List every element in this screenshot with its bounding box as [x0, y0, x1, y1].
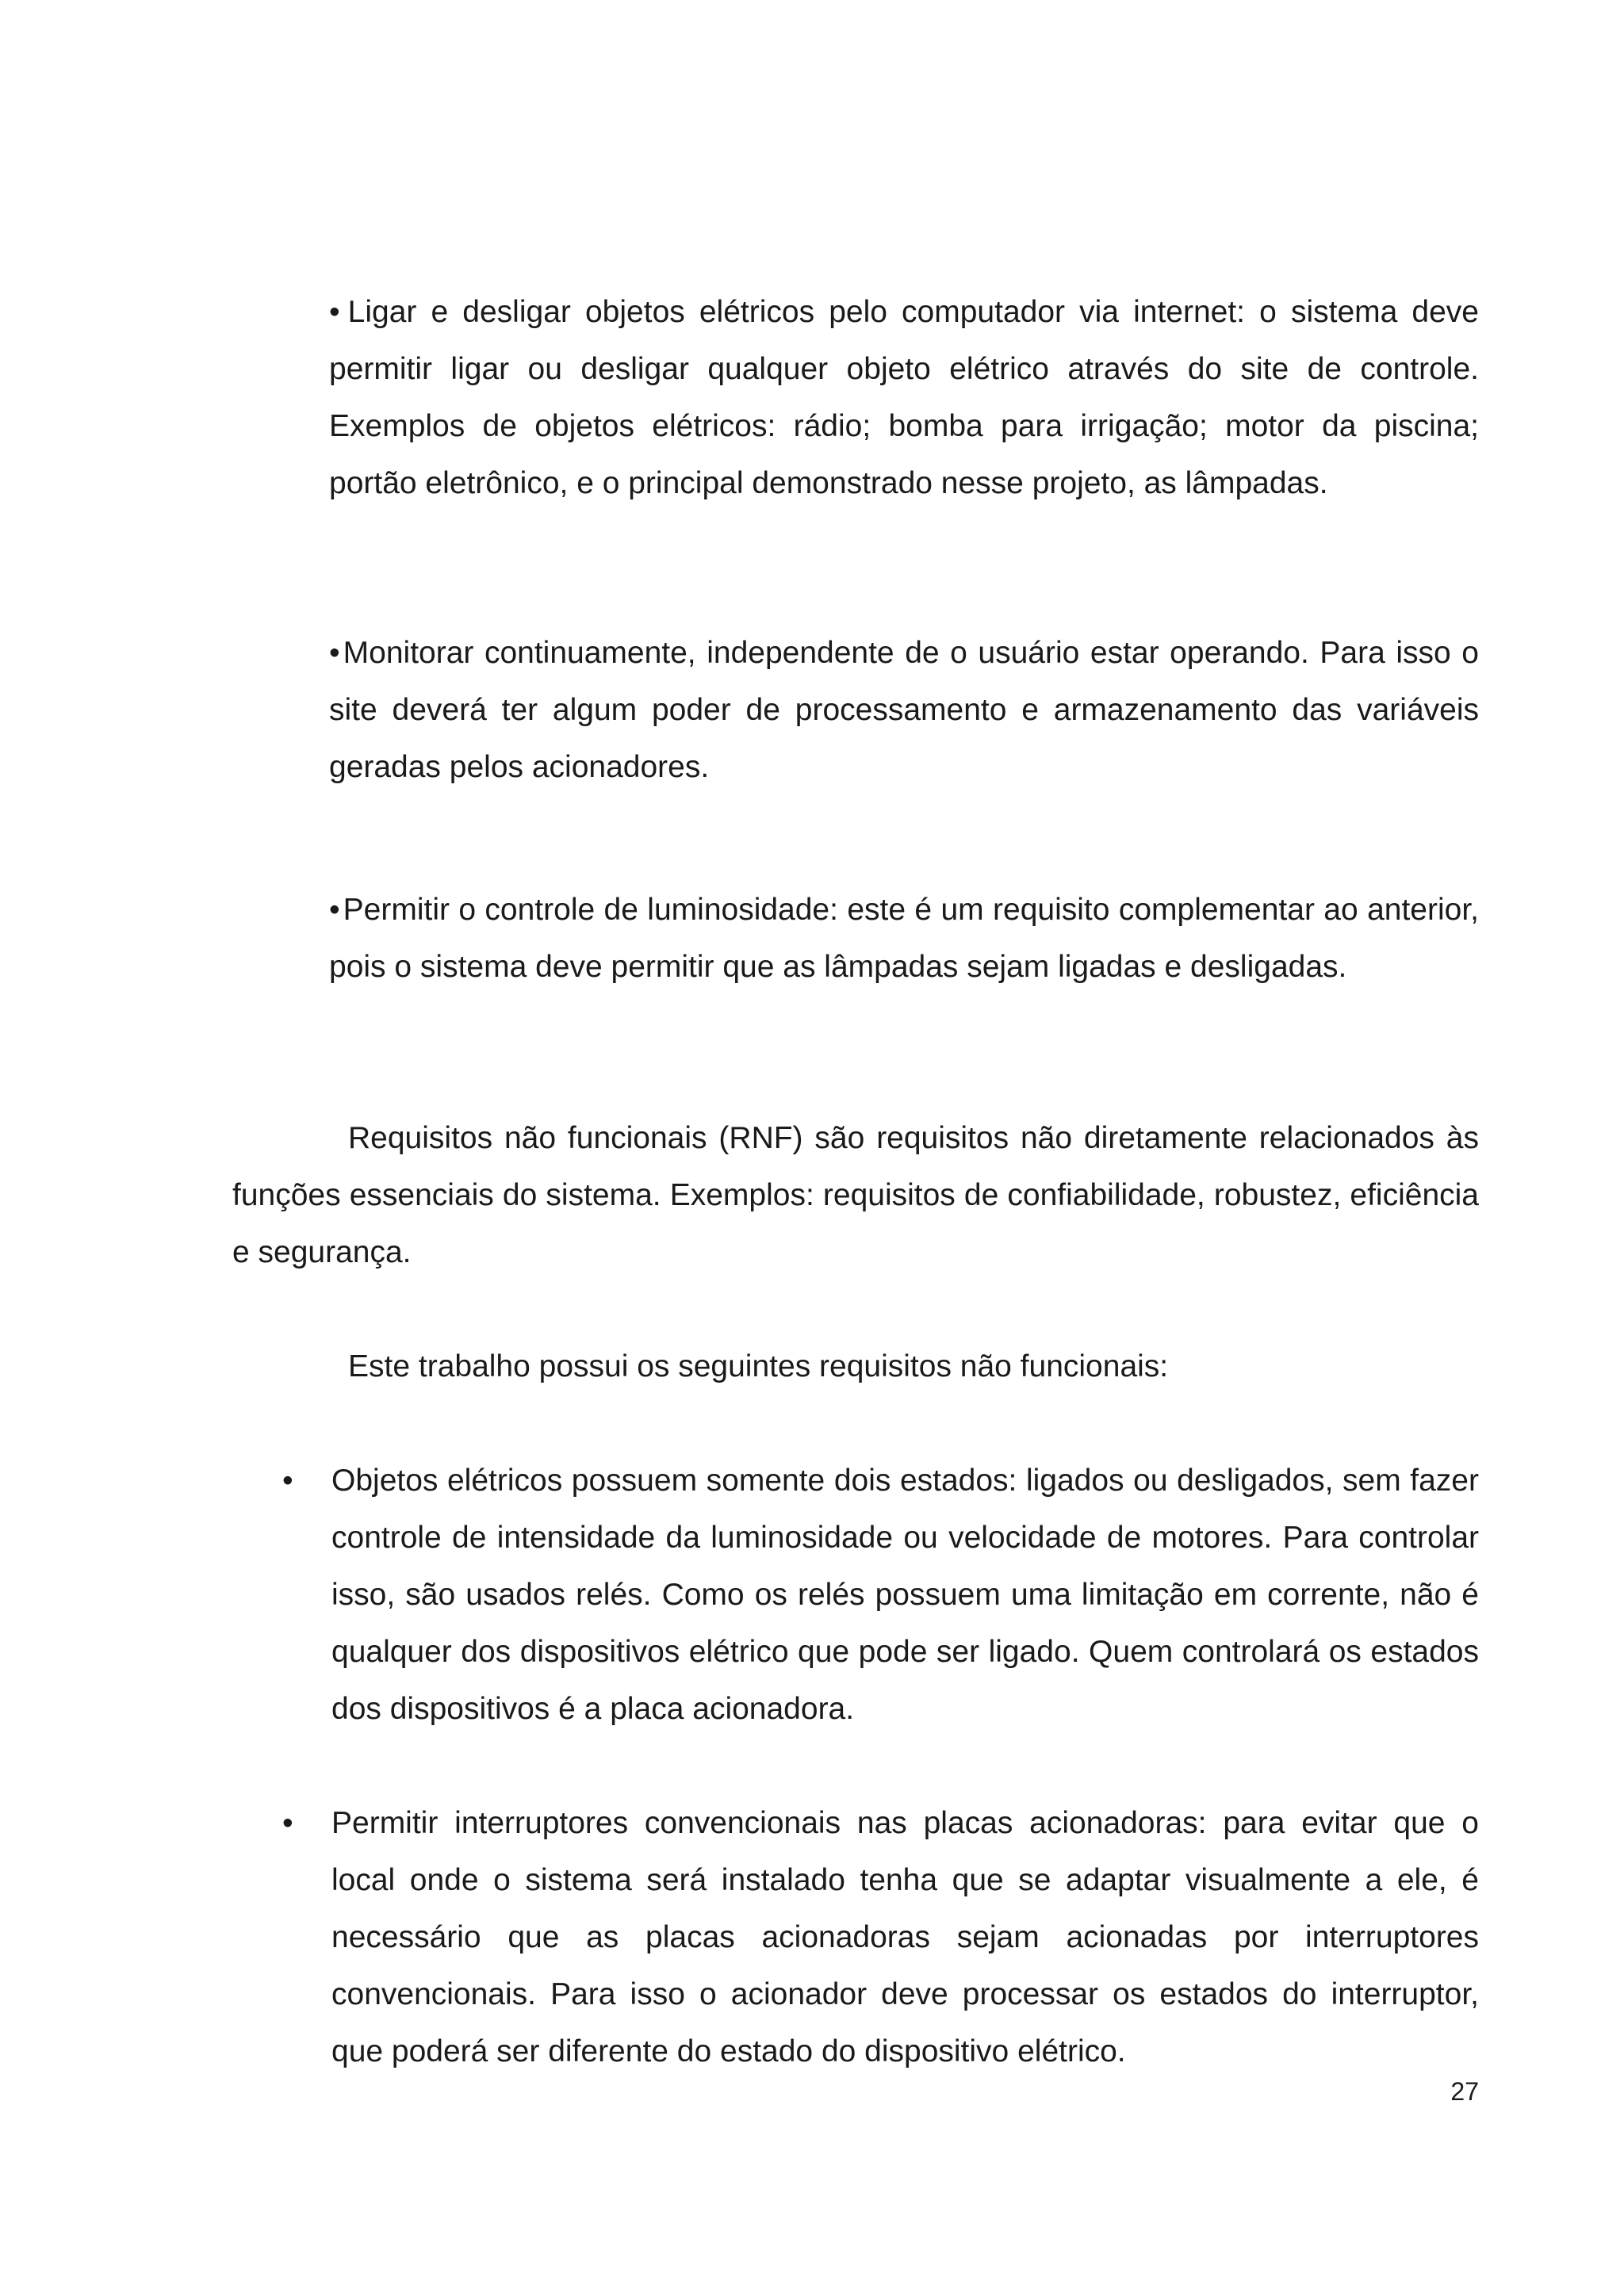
paragraph-text: Monitorar continuamente, independente de o usuário estar operando. Para isso o site deverá ter algum poder de processamento e armazenamento das variáveis geradas pelos acionadores. [329, 636, 1479, 784]
body-paragraph-rnf [232, 1110, 1479, 1281]
paragraph-text: Objetos elétricos possuem somente dois estados: ligados ou desligados, sem fazer controle de intensidade da luminosidade ou velocidade de motores. Para controlar isso, são usados relés. Como os relés possuem uma limitação em corrente, não é qualquer dos dispositivos elétrico que pode ser ligado. Quem controlará os estados dos dispositivos é a placa acionadora. [331, 1464, 1479, 1726]
bullet-icon: • [329, 636, 340, 670]
paragraph-text: Permitir o controle de luminosidade: este é um requisito complementar ao anterior, pois o sistema deve permitir que as lâmpadas sejam ligadas e desligadas. [329, 893, 1479, 984]
bullet-paragraph-7 [331, 1795, 1479, 2080]
page-number: 27 [1450, 2077, 1479, 2106]
bullet-icon: • [329, 893, 340, 927]
bullet-paragraph-3 [329, 882, 1479, 996]
bullet-paragraph-6 [331, 1452, 1479, 1738]
paragraph-text: Ligar e desligar objetos elétricos pelo computador via internet: o sistema deve permitir ligar ou desligar qualquer objeto elétrico através do site de controle. Exemplos de objetos elétricos: rádio; bomba para irrigação; motor da piscina; portão eletrônico, e o principal demonstrado nesse projeto, as lâmpadas. [329, 295, 1479, 500]
paragraph-text: Requisitos não funcionais (RNF) são requisitos não diretamente relacionados às funções essenciais do sistema. Exemplos: requisitos de confiabilidade, robustez, eficiência e segurança. [232, 1121, 1479, 1269]
paragraph-text: Este trabalho possui os seguintes requisitos não funcionais: [348, 1349, 1169, 1383]
body-paragraph-intro [348, 1338, 1479, 1395]
bullet-icon: • [329, 295, 340, 329]
bullet-icon: • [282, 1464, 293, 1498]
bullet-paragraph-2 [329, 625, 1479, 796]
bullet-paragraph-1 [329, 284, 1479, 512]
bullet-icon: • [282, 1806, 293, 1840]
paragraph-text: Permitir interruptores convencionais nas placas acionadoras: para evitar que o local onde o sistema será instalado tenha que se adaptar visualmente a ele, é necessário que as placas acionadoras sejam acionadas por interruptores convencionais. Para isso o acionador deve processar os estados do interruptor, que poderá ser diferente do estado do dispositivo elétrico. [331, 1806, 1479, 2068]
